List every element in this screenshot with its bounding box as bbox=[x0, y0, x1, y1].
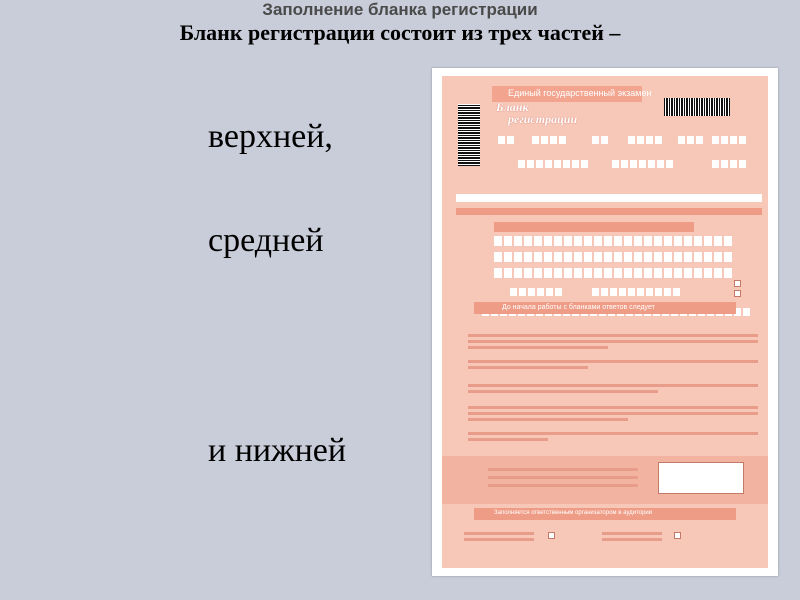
part-top-label: верхней, bbox=[208, 118, 333, 155]
subject-cells bbox=[678, 136, 703, 144]
part-middle-label: средней bbox=[208, 222, 324, 259]
date-cells bbox=[712, 136, 746, 144]
agreement-line bbox=[488, 476, 638, 479]
instruction-line bbox=[468, 418, 628, 421]
doc-number-cells bbox=[592, 288, 680, 296]
slide-title: Бланк регистрации состоит из трех частей – bbox=[179, 20, 621, 45]
instruction-line bbox=[468, 406, 758, 409]
barcode-horizontal bbox=[664, 98, 730, 116]
instruction-line bbox=[468, 366, 588, 369]
slide-subtitle: Заполнение бланка регистрации bbox=[262, 0, 538, 19]
agreement-line bbox=[488, 468, 638, 471]
code-cells bbox=[612, 160, 673, 168]
instruction-line bbox=[468, 334, 758, 337]
instruction-line bbox=[468, 412, 758, 415]
notice-bar bbox=[456, 208, 762, 215]
form-logo-line1: Бланк bbox=[496, 100, 529, 114]
instruction-line bbox=[468, 438, 548, 441]
name-cells bbox=[494, 252, 732, 262]
before-work-title: До начала работы с бланками ответов следует bbox=[502, 304, 655, 311]
sample-letters-row bbox=[456, 194, 762, 202]
part-bottom-label: и нижней bbox=[208, 432, 347, 469]
variant-cells bbox=[712, 160, 746, 168]
organizer-title: Заполняется ответственным организатором в аудитории bbox=[494, 510, 653, 516]
school-code-cells bbox=[532, 136, 566, 144]
organizer-line bbox=[464, 532, 534, 535]
surname-cells bbox=[494, 236, 732, 246]
point-code-cells bbox=[628, 136, 662, 144]
organizer-line bbox=[464, 538, 534, 541]
region-code-cells bbox=[498, 136, 514, 144]
class-cells bbox=[592, 136, 608, 144]
instruction-line bbox=[468, 346, 608, 349]
registration-form-image bbox=[432, 68, 778, 576]
instruction-line bbox=[468, 340, 758, 343]
gender-checkbox bbox=[734, 280, 741, 287]
violation-checkbox bbox=[548, 532, 555, 539]
organizer-line bbox=[602, 538, 662, 541]
instruction-line bbox=[468, 390, 658, 393]
form-sheet bbox=[442, 76, 768, 568]
gender-checkbox bbox=[734, 290, 741, 297]
signature-box bbox=[658, 462, 744, 494]
form-logo-line2: регистрации bbox=[508, 112, 578, 126]
doc-series-cells bbox=[510, 288, 562, 296]
agreement-line bbox=[488, 484, 638, 487]
instruction-line bbox=[468, 360, 758, 363]
auditorium-cells bbox=[518, 160, 588, 168]
form-header-text: Единый государственный экзамен bbox=[508, 88, 652, 98]
barcode-vertical bbox=[458, 104, 480, 166]
instruction-line bbox=[468, 384, 758, 387]
participant-section-bar bbox=[494, 222, 694, 232]
unfinished-checkbox bbox=[674, 532, 681, 539]
instruction-line bbox=[468, 432, 758, 435]
patronymic-cells bbox=[494, 268, 732, 278]
organizer-line bbox=[602, 532, 662, 535]
